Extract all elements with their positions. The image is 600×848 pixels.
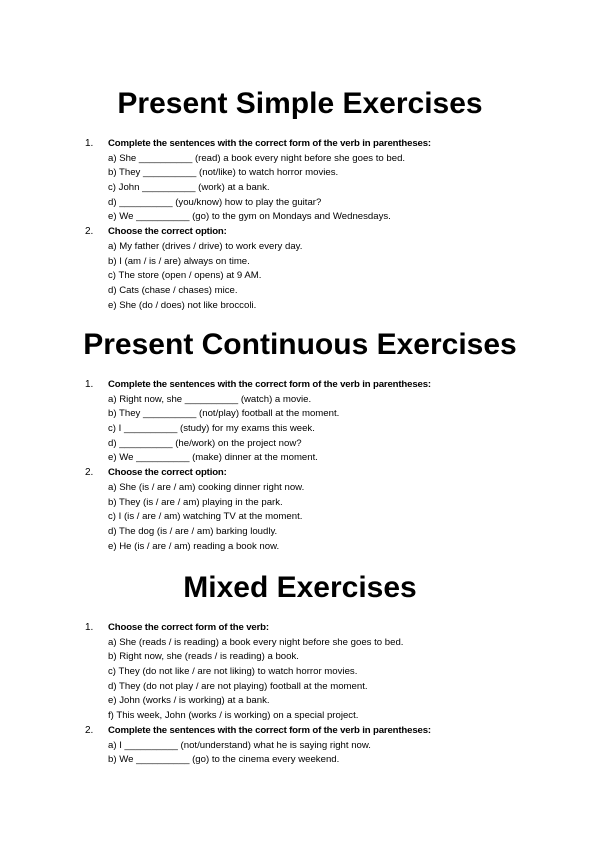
exercise-item: c) I (is / are / am) watching TV at the moment. bbox=[108, 511, 303, 523]
exercise-item: e) She (do / does) not like broccoli. bbox=[108, 299, 257, 311]
section-title-present-continuous: Present Continuous Exercises bbox=[83, 328, 517, 361]
exercise-item: c) John __________ (work) at a bank. bbox=[108, 182, 270, 194]
exercise-instruction: Choose the correct option: bbox=[108, 467, 227, 479]
exercise-number: 1. bbox=[85, 138, 94, 149]
exercise-item: a) I __________ (not/understand) what he is saying right now. bbox=[108, 739, 371, 751]
exercise-item: b) They __________ (not/play) football at the moment. bbox=[108, 408, 340, 420]
exercise-item: e) We __________ (go) to the gym on Mondays and Wednesdays. bbox=[108, 211, 391, 223]
section-title-present-simple: Present Simple Exercises bbox=[117, 87, 483, 120]
section-title-mixed: Mixed Exercises bbox=[183, 571, 417, 604]
exercise-mixed-1 bbox=[85, 621, 555, 724]
exercise-present-simple-2 bbox=[85, 225, 555, 313]
exercise-item: b) They __________ (not/like) to watch horror movies. bbox=[108, 167, 339, 179]
exercise-item: c) I __________ (study) for my exams this week. bbox=[108, 423, 315, 435]
exercise-item: b) We __________ (go) to the cinema every weekend. bbox=[108, 754, 340, 766]
exercise-item: a) Right now, she __________ (watch) a movie. bbox=[108, 393, 312, 405]
exercise-item: c) The store (open / opens) at 9 AM. bbox=[108, 270, 262, 282]
exercise-number: 2. bbox=[85, 467, 94, 479]
exercise-present-continuous-1 bbox=[85, 378, 555, 466]
exercise-item: d) The dog (is / are / am) barking loudly. bbox=[108, 525, 278, 537]
exercise-present-simple-1 bbox=[85, 137, 555, 225]
exercise-number: 2. bbox=[85, 226, 94, 238]
exercise-item: d) __________ (you/know) how to play the guitar? bbox=[108, 196, 322, 208]
exercise-number: 1. bbox=[85, 379, 94, 390]
exercise-item: a) She (reads / is reading) a book every night before she goes to bed. bbox=[108, 636, 404, 648]
exercise-instruction: Choose the correct form of the verb: bbox=[108, 622, 269, 633]
exercise-instruction: Choose the correct option: bbox=[108, 226, 227, 238]
exercise-instruction: Complete the sentences with the correct form of the verb in parentheses: bbox=[108, 138, 431, 149]
exercise-item: d) Cats (chase / chases) mice. bbox=[108, 284, 238, 296]
exercise-item: b) I (am / is / are) always on time. bbox=[108, 255, 250, 267]
exercise-mixed-2 bbox=[85, 724, 555, 768]
exercise-item: e) We __________ (make) dinner at the moment. bbox=[108, 452, 318, 464]
exercise-item: d) They (do not play / are not playing) football at the moment. bbox=[108, 680, 368, 692]
exercise-item: a) My father (drives / drive) to work every day. bbox=[108, 240, 303, 252]
exercise-list-mixed bbox=[85, 621, 555, 768]
exercise-item: e) He (is / are / am) reading a book now. bbox=[108, 540, 280, 552]
exercise-list-present-continuous bbox=[85, 378, 555, 554]
exercise-item: f) This week, John (works / is working) on a special project. bbox=[108, 710, 359, 722]
exercise-instruction: Complete the sentences with the correct form of the verb in parentheses: bbox=[108, 724, 431, 736]
exercise-number: 2. bbox=[85, 724, 94, 736]
exercise-number: 1. bbox=[85, 622, 94, 633]
exercise-item: d) __________ (he/work) on the project now? bbox=[108, 437, 302, 449]
exercise-item: b) Right now, she (reads / is reading) a book. bbox=[108, 651, 299, 663]
exercise-item: a) She (is / are / am) cooking dinner right now. bbox=[108, 481, 305, 493]
exercise-present-continuous-2 bbox=[85, 466, 555, 554]
exercise-item: c) They (do not like / are not liking) to watch horror movies. bbox=[108, 666, 358, 678]
exercise-item: e) John (works / is working) at a bank. bbox=[108, 695, 270, 707]
exercise-instruction: Complete the sentences with the correct form of the verb in parentheses: bbox=[108, 379, 431, 390]
exercise-item: a) She __________ (read) a book every night before she goes to bed. bbox=[108, 152, 406, 164]
exercise-item: b) They (is / are / am) playing in the park. bbox=[108, 496, 283, 508]
exercise-list-present-simple bbox=[85, 137, 555, 313]
